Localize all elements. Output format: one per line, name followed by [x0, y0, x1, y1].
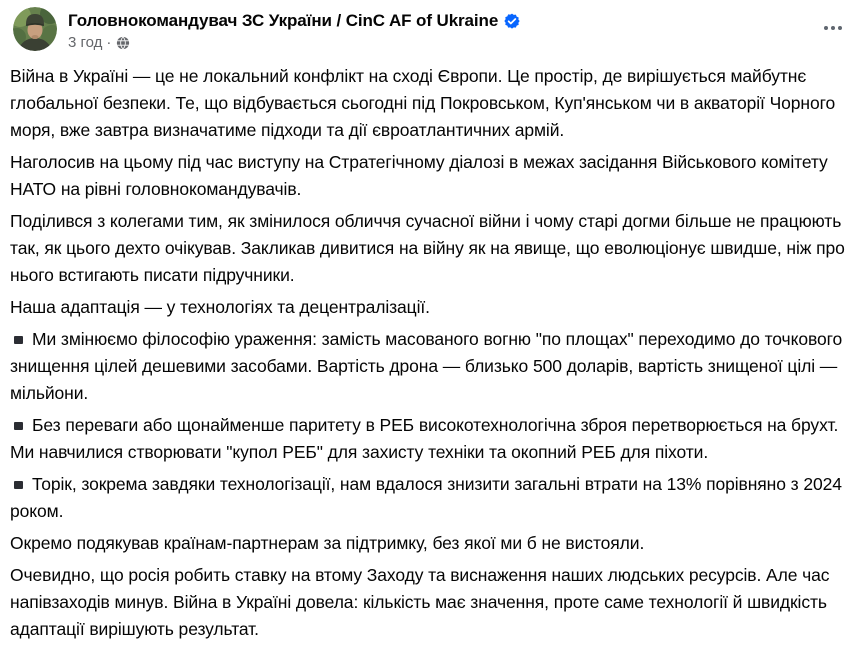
public-audience-globe-icon — [116, 36, 130, 50]
avatar[interactable] — [13, 7, 57, 51]
bullet-square-icon — [14, 422, 23, 430]
post-body — [0, 51, 860, 643]
ellipsis-icon — [824, 26, 828, 30]
post-bullet-item: Ми змінюємо філософію ураження: замість масованого вогню "по площах" переходимо до точкового знищення цілей дешевими засобами. Вартість дрона — близько 500 доларів, вартість знищеної цілі — мільйони. — [10, 329, 843, 403]
post-paragraph: Поділився з колегами тим, як змінилося обличчя сучасної війни і чому старі догми більше не працюють так, як цього дехто очікував. Закликав дивитися на війну як на явище, що еволюціонує швидше, ніж про нього встигають писати підручники. — [10, 211, 845, 285]
bullet-square-icon — [14, 336, 23, 344]
post-paragraph: Очевидно, що росія робить ставку на втому Заходу та виснаження наших людських ресурсів. Але час напівзаходів минув. Війна в Україні довела: кількість має значення, проте саме технології й швидкість адаптації вирішують результат. — [10, 565, 830, 639]
post-meta-row — [68, 34, 520, 51]
post-header — [0, 0, 860, 51]
post-options-button[interactable] — [820, 20, 846, 36]
ellipsis-icon — [838, 26, 842, 30]
timestamp[interactable]: 3 год — [68, 34, 103, 51]
post-paragraph: Окремо подякував країнам-партнерам за підтримку, без якої ми б не вистояли. — [10, 533, 645, 553]
avatar-photo — [13, 7, 57, 51]
post-bullet-item: Торік, зокрема завдяки технологізації, нам вдалося знизити загальні втрати на 13% порівняно з 2024 роком. — [10, 474, 842, 521]
bullet-square-icon — [14, 481, 23, 489]
post-paragraph: Наголосив на цьому під час виступу на Стратегічному діалозі в межах засідання Військового комітету НАТО на рівні головнокомандувачів. — [10, 152, 828, 199]
post-paragraph: Війна в Україні — це не локальний конфлікт на сході Європи. Це простір, де вирішується майбутнє глобальної безпеки. Те, що відбувається сьогодні під Покровськом, Куп'янськом чи в акваторії Чорного моря, вже завтра визначатиме підходи та дії євроатлантичних армій. — [10, 66, 836, 140]
meta-separator: · — [106, 34, 112, 51]
post-paragraph: Наша адаптація — у технологіях та децентралізації. — [10, 297, 430, 317]
page-name-link[interactable]: Головнокомандувач ЗС України / CinC AF of Ukraine — [68, 11, 499, 30]
header-text-block — [68, 7, 520, 51]
post-bullet-item: Без переваги або щонайменше паритету в РЕБ високотехнологічна зброя перетворюється на брухт. Ми навчилися створювати "купол РЕБ" для захисту техніки та окопний РЕБ для піхоти. — [10, 415, 839, 462]
ellipsis-icon — [831, 26, 835, 30]
verified-badge-icon — [504, 13, 520, 29]
